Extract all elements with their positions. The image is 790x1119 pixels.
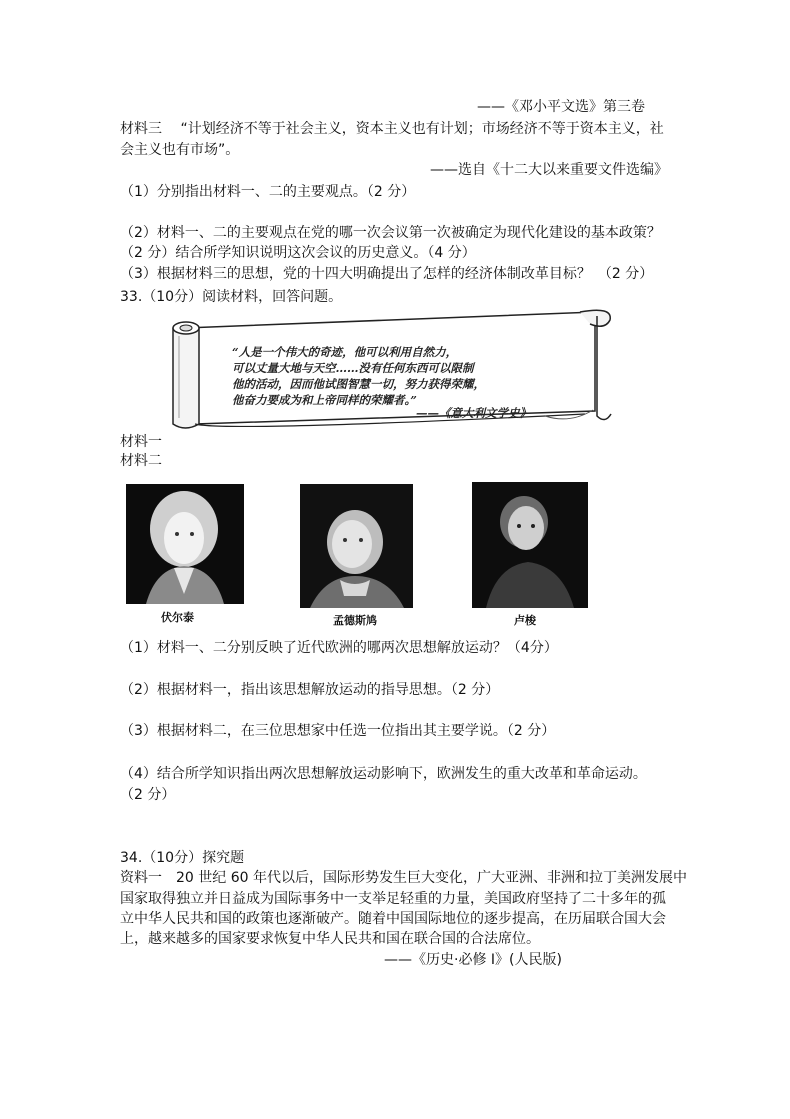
- q32-question-2-line-1: （2）材料一、二的主要观点在党的哪一次会议第一次被确定为现代化建设的基本政策？: [120, 225, 661, 241]
- q33-question-4-line-1: （4）结合所学知识指出两次思想解放运动影响下，欧洲发生的重大改革和革命运动。: [120, 766, 647, 782]
- caption-montesquieu: 孟德斯鸠: [333, 614, 377, 627]
- source-deng-xiaoping: ——《邓小平文选》第三卷: [477, 99, 645, 115]
- q33-question-4-line-2: （2 分）: [120, 787, 176, 803]
- scroll-quote-line-3: 他的活动，因而他试图智慧一切，努力获得荣耀，: [232, 377, 485, 391]
- label-material-2: 材料二: [120, 453, 162, 469]
- q34-source: ——《历史·必修 Ⅰ》(人民版): [384, 952, 562, 968]
- q32-question-2-line-2: （2 分）结合所学知识说明这次会议的历史意义。（4 分）: [120, 245, 476, 261]
- caption-voltaire: 伏尔泰: [161, 611, 194, 624]
- q33-question-3: （3）根据材料二，在三位思想家中任选一位指出其主要学说。（2 分）: [120, 723, 556, 739]
- portrait-rousseau: [472, 482, 588, 608]
- source-documents: ——选自《十二大以来重要文件选编》: [430, 162, 668, 178]
- portrait-voltaire: [126, 484, 244, 604]
- q33-question-2: （2）根据材料一，指出该思想解放运动的指导思想。（2 分）: [120, 682, 500, 698]
- q32-question-1: （1）分别指出材料一、二的主要观点。（2 分）: [120, 184, 416, 200]
- q33-question-1: （1）材料一、二分别反映了近代欧洲的哪两次思想解放运动？（4分）: [120, 640, 558, 656]
- material-3-line-1: 材料三 “计划经济不等于社会主义，资本主义也有计划；市场经济不等于资本主义，社: [120, 121, 664, 137]
- portrait-montesquieu: [300, 484, 413, 608]
- q34-material-line-4: 上，越来越多的国家要求恢复中华人民共和国在联合国的合法席位。: [120, 931, 540, 947]
- caption-rousseau: 卢梭: [514, 614, 536, 627]
- q34-material-line-1: 资料一 20 世纪 60 年代以后，国际形势发生巨大变化，广大亚洲、非洲和拉丁美洲发展中: [120, 870, 687, 886]
- q33-heading: 33.（10分）阅读材料，回答问题。: [120, 289, 343, 305]
- scroll-quote: [232, 344, 485, 408]
- q34-material-line-2: 国家取得独立并日益成为国际事务中一支举足轻重的力量，美国政府坚持了二十多年的孤: [120, 891, 666, 907]
- q32-question-3: （3）根据材料三的思想，党的十四大明确提出了怎样的经济体制改革目标？ （2 分）: [120, 266, 654, 282]
- scroll-quote-line-1: “人是一个伟大的奇迹，他可以利用自然力，: [232, 345, 458, 359]
- material-3-line-2: 会主义也有市场”。: [120, 142, 240, 158]
- q34-heading: 34.（10分）探究题: [120, 850, 245, 866]
- label-material-1: 材料一: [120, 434, 162, 450]
- scroll-quote-line-4: 他奋力要成为和上帝同样的荣耀者。”: [232, 393, 417, 407]
- q34-material-line-3: 立中华人民共和国的政策也逐渐破产。随着中国国际地位的逐步提高，在历届联合国大会: [120, 911, 666, 927]
- scroll-quote-line-2: 可以丈量大地与天空……没有任何东西可以限制: [232, 361, 474, 375]
- scroll-source: ——《意大利文学史》: [416, 406, 531, 420]
